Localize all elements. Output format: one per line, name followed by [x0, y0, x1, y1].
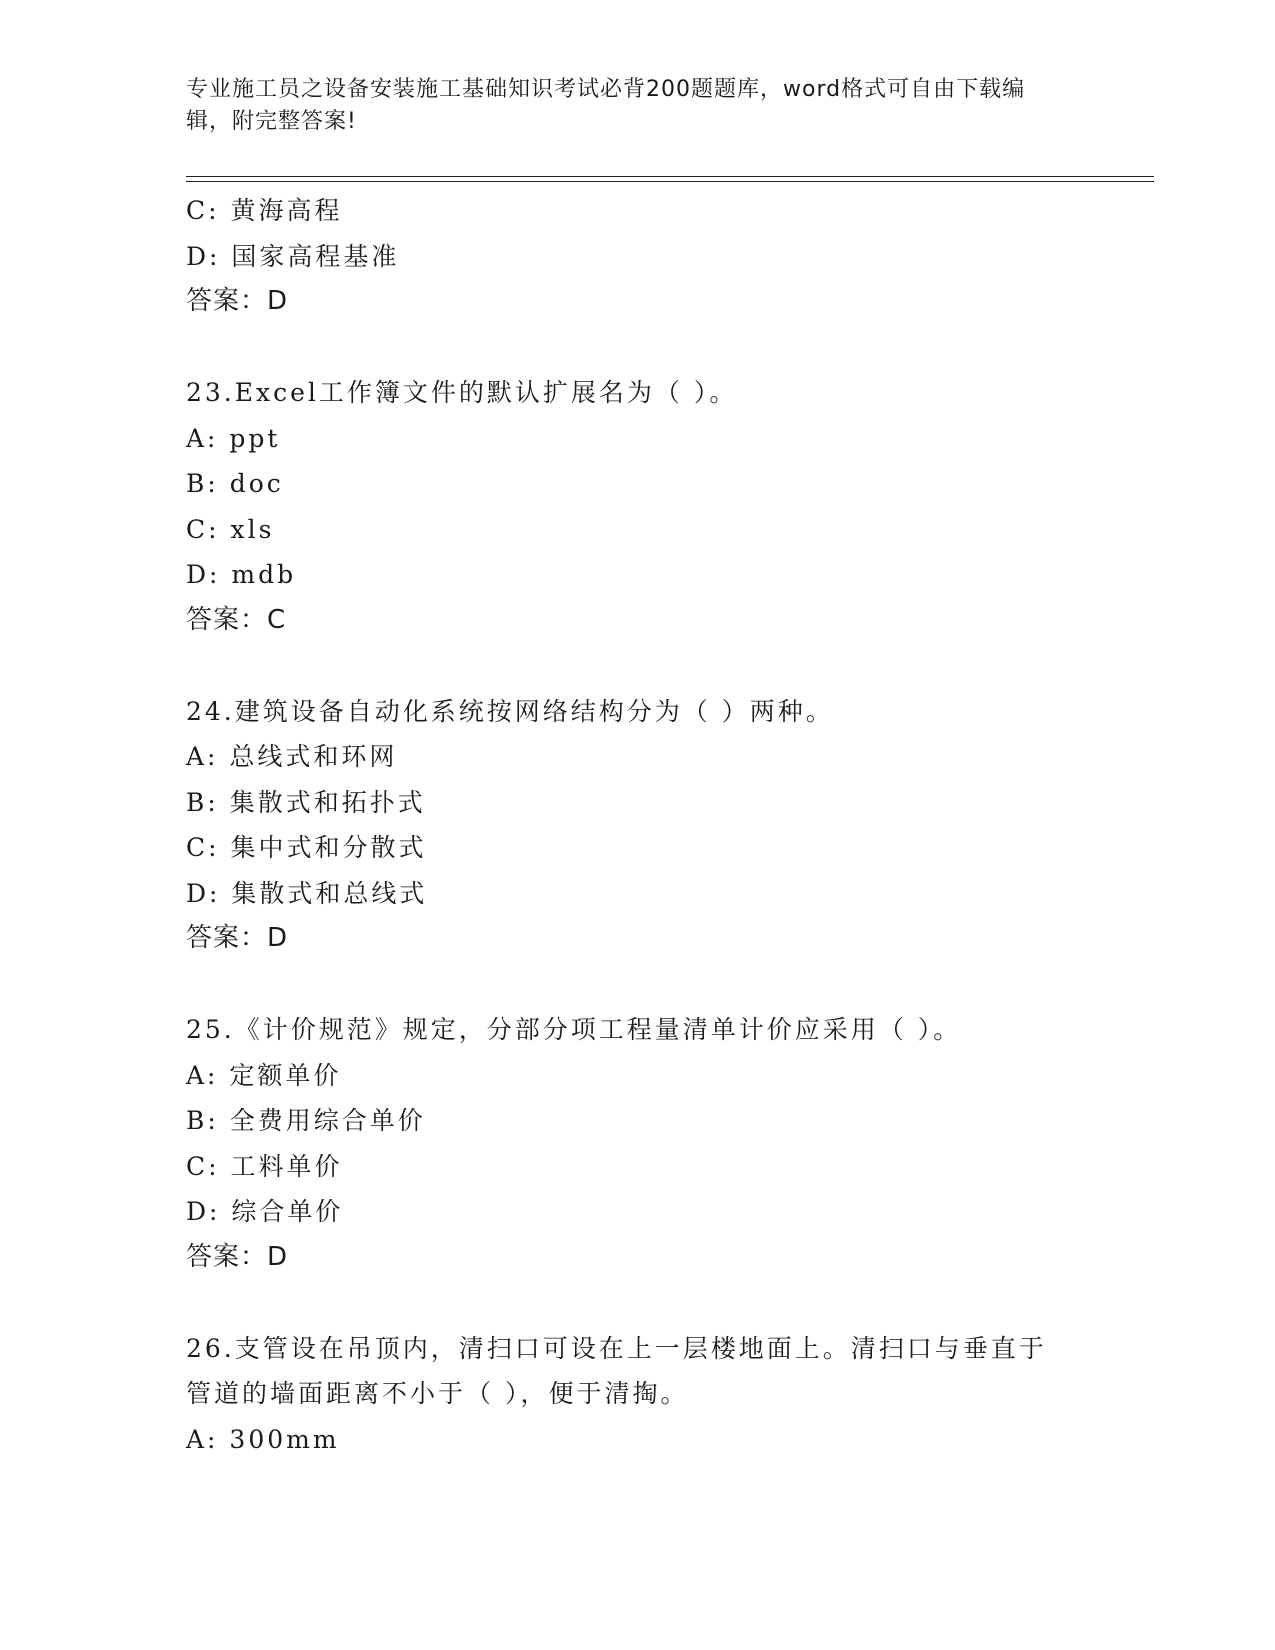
- header-divider-bottom: [186, 181, 1154, 182]
- option-a: A: 定额单价: [186, 1060, 342, 1090]
- option-b: B: 全费用综合单价: [186, 1106, 426, 1135]
- spacer: [186, 1280, 1154, 1326]
- spacer: [186, 962, 1154, 1008]
- spacer: [186, 643, 1154, 689]
- question-stem: 24.建筑设备自动化系统按网络结构分为（ ）两种。: [186, 696, 834, 726]
- header-divider-top: [186, 176, 1154, 177]
- option-b: B: 集散式和拓扑式: [186, 787, 426, 817]
- question-list: [186, 188, 1154, 1462]
- question-stem-continued: 管道的墙面距离不小于（ ），便于清掏。: [186, 1379, 689, 1408]
- question-stem: 25.《计价规范》规定，分部分项工程量清单计价应采用（ ）。: [186, 1015, 962, 1044]
- answer-line: 答案：D: [186, 286, 289, 316]
- page-header: 专业施工员之设备安装施工基础知识考试必背200题题库，word格式可自由下载编辑，附完整答案!: [186, 77, 1026, 134]
- option-c: C: 黄海高程: [186, 196, 343, 225]
- answer-line: 答案：C: [186, 604, 287, 635]
- option-a: A: 300mm: [186, 1424, 340, 1454]
- option-c: C: xls: [186, 514, 275, 544]
- option-c: C: 集中式和分散式: [186, 833, 427, 862]
- question-stem: 26.支管设在吊顶内，清扫口可设在上一层楼地面上。清扫口与垂直于: [186, 1333, 1047, 1363]
- option-d: D: 综合单价: [186, 1197, 344, 1226]
- answer-line: 答案：D: [186, 1241, 289, 1272]
- option-a: A: 总线式和环网: [186, 742, 398, 771]
- option-d: D: mdb: [186, 560, 297, 589]
- option-d: D: 国家高程基准: [186, 241, 400, 271]
- option-a: A: ppt: [186, 423, 281, 453]
- answer-line: 答案：D: [186, 923, 289, 953]
- spacer: [186, 325, 1154, 371]
- option-b: B: doc: [186, 469, 284, 498]
- option-c: C: 工料单价: [186, 1151, 343, 1181]
- question-stem: 23.Excel工作簿文件的默认扩展名为（ ）。: [186, 378, 738, 407]
- option-d: D: 集散式和总线式: [186, 878, 428, 908]
